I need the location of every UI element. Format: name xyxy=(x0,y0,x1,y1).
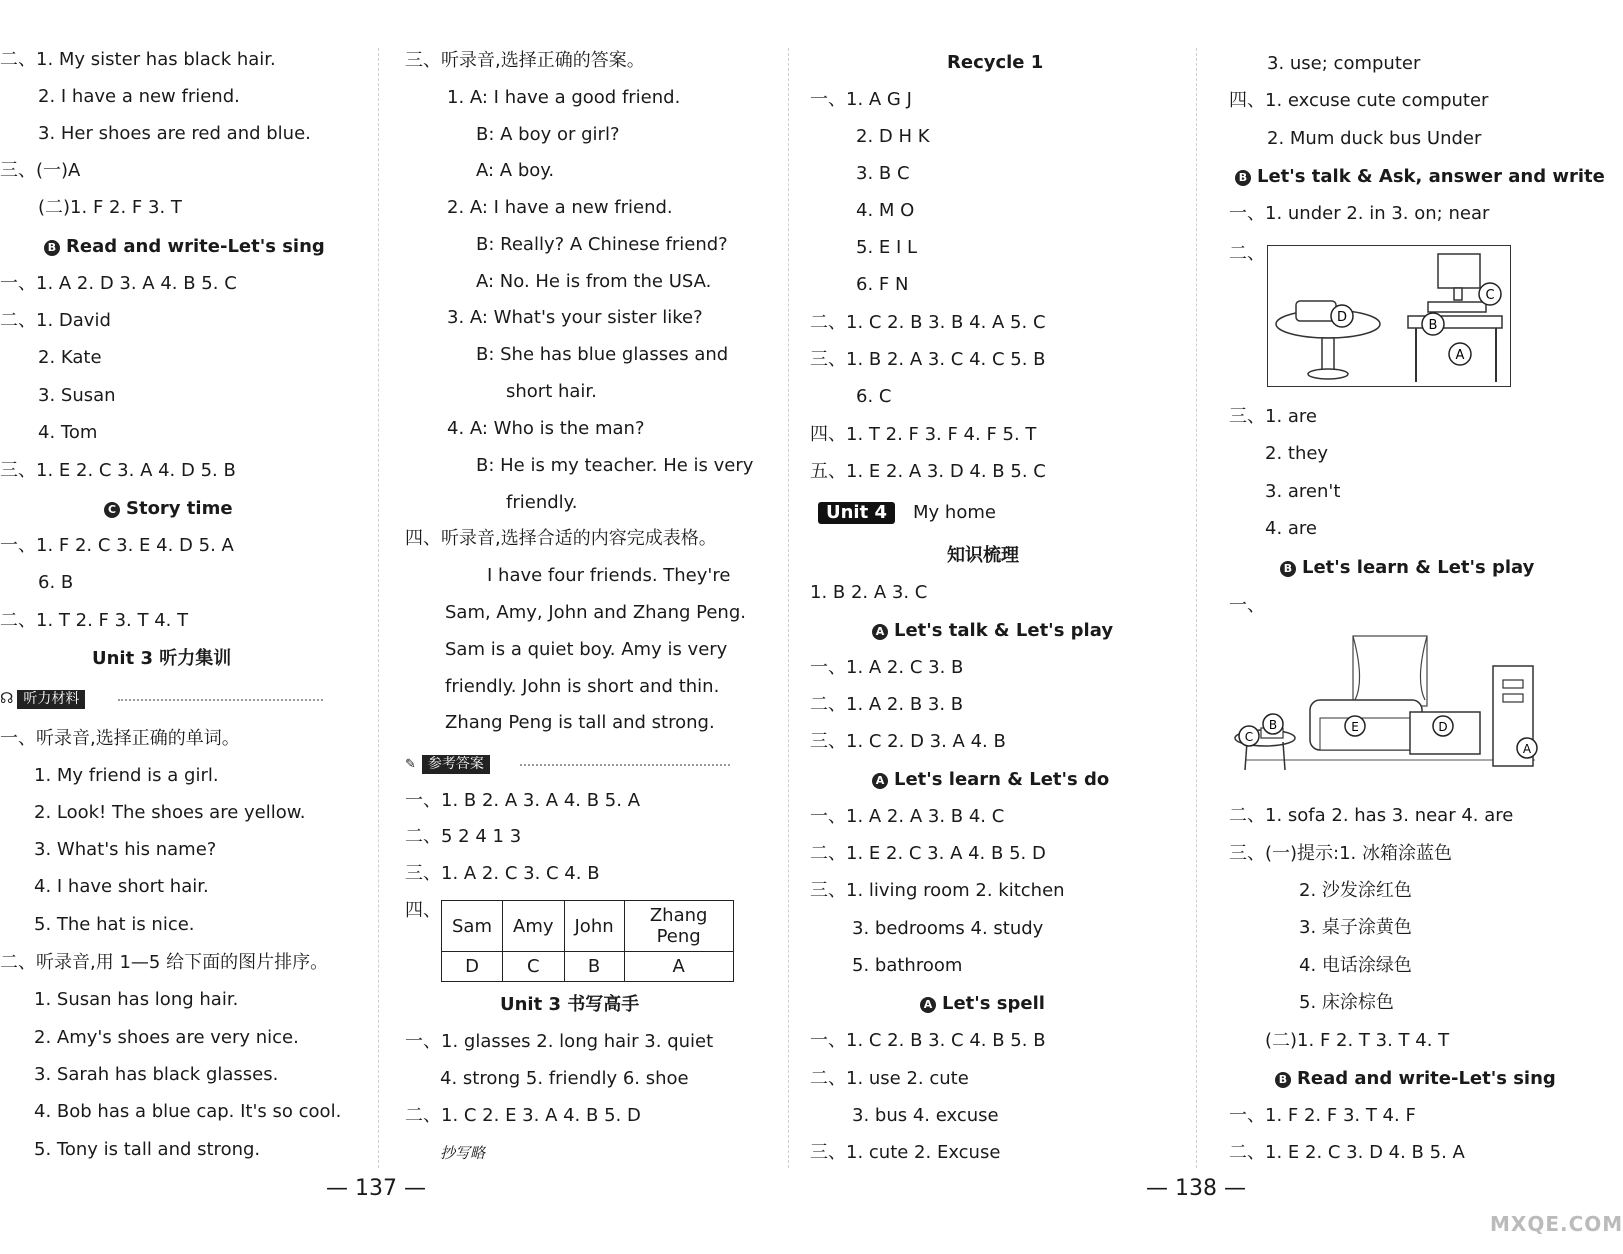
answer-line: (二)1. F 2. F 3. T xyxy=(38,197,182,218)
table-cell: D xyxy=(442,952,503,982)
passage-line: Zhang Peng is tall and strong. xyxy=(445,712,715,733)
answer-line: 3. Her shoes are red and blue. xyxy=(38,123,311,144)
answer-line: 二、1. use 2. cute xyxy=(810,1068,969,1089)
section-badge-icon: A xyxy=(920,997,936,1013)
headphones-icon: ☊ xyxy=(0,689,14,707)
answer-line: 6. C xyxy=(856,386,892,407)
table-cell: B xyxy=(564,952,624,982)
section-heading: B Let's learn & Let's play xyxy=(1280,557,1534,579)
column-3 xyxy=(810,0,1180,1200)
unit-badge: Unit 4 xyxy=(818,502,895,524)
column-divider xyxy=(378,48,379,1168)
unit-heading: Unit 3 书写高手 xyxy=(500,994,640,1015)
answer-line: 2. I have a new friend. xyxy=(38,86,240,107)
answer-line: 2. Look! The shoes are yellow. xyxy=(34,802,306,823)
answer-line: 四、1. excuse cute computer xyxy=(1229,90,1489,111)
answer-line: 一、1. A 2. A 3. B 4. C xyxy=(810,806,1005,827)
note-line: 抄写略 xyxy=(440,1144,486,1162)
answer-line: 五、1. E 2. A 3. D 4. B 5. C xyxy=(810,461,1046,482)
column-divider xyxy=(1196,48,1197,1168)
answer-line: 三、(一)提示:1. 冰箱涂蓝色 xyxy=(1229,843,1453,864)
answer-line: 5. 床涂棕色 xyxy=(1299,992,1394,1013)
answer-line: 二、1. A 2. B 3. B xyxy=(810,694,964,715)
answer-label: 一、 xyxy=(1229,595,1265,616)
dialog-line: B: She has blue glasses and xyxy=(476,344,729,365)
answer-label: 四、 xyxy=(405,900,441,921)
divider xyxy=(520,764,730,766)
pencil-icon: ✎ xyxy=(405,757,416,772)
section-badge-icon: B xyxy=(1280,561,1296,577)
page-number-left: — 137 — xyxy=(326,1176,426,1201)
label-d: D xyxy=(1438,720,1448,734)
section-badge-icon: B xyxy=(1275,1072,1291,1088)
section-badge-icon: C xyxy=(104,502,120,518)
furniture-picture-1 xyxy=(1267,245,1511,387)
label-e: E xyxy=(1351,720,1359,734)
answer-line: 三、1. cute 2. Excuse xyxy=(810,1142,1001,1163)
page-number-right: — 138 — xyxy=(1146,1176,1246,1201)
section-title: 知识梳理 xyxy=(947,545,1019,566)
answer-line: 二、1. C 2. B 3. B 4. A 5. C xyxy=(810,312,1046,333)
column-2 xyxy=(405,0,765,1200)
answer-line: 三、1. A 2. C 3. C 4. B xyxy=(405,863,600,884)
section-badge-icon: B xyxy=(44,240,60,256)
answer-line: 二、1. T 2. F 3. T 4. T xyxy=(0,610,189,631)
answer-line: 2. Mum duck bus Under xyxy=(1267,128,1482,149)
answer-line: 二、1. My sister has black hair. xyxy=(0,49,276,70)
answer-line: 二、5 2 4 1 3 xyxy=(405,826,522,847)
dialog-line: friendly. xyxy=(506,492,578,513)
passage-line: Sam is a quiet boy. Amy is very xyxy=(445,639,728,660)
answer-line: 2. 沙发涂红色 xyxy=(1299,880,1412,901)
watermark-text: MXQE.COM xyxy=(1490,1212,1623,1236)
answer-line: 4. Bob has a blue cap. It's so cool. xyxy=(34,1101,342,1122)
answer-label: 二、 xyxy=(1229,243,1265,264)
unit-header xyxy=(818,502,996,524)
answer-line: 三、(一)A xyxy=(0,160,81,181)
table-cell: A xyxy=(624,952,733,982)
label-d: D xyxy=(1336,310,1348,325)
dialog-line: 1. A: I have a good friend. xyxy=(447,87,681,108)
label-c: C xyxy=(1244,730,1254,744)
section-badge-icon: A xyxy=(872,773,888,789)
answer-line: 4. Tom xyxy=(38,422,98,443)
furniture-drawing xyxy=(1268,246,1510,386)
table-cell: C xyxy=(503,952,565,982)
answer-line: 4. are xyxy=(1265,518,1318,539)
dialog-line: A: A boy. xyxy=(476,160,555,181)
dialog-line: A: No. He is from the USA. xyxy=(476,271,712,292)
answer-table xyxy=(441,900,734,982)
answer-line: 一、1. A G J xyxy=(810,89,912,110)
table-header: Amy xyxy=(503,901,565,952)
answer-line: 3. Sarah has black glasses. xyxy=(34,1064,279,1085)
answer-line: 4. strong 5. friendly 6. shoe xyxy=(440,1068,689,1089)
dialog-line: B: Really? A Chinese friend? xyxy=(476,234,728,255)
label-a: A xyxy=(1455,348,1465,363)
dialog-line: 2. A: I have a new friend. xyxy=(447,197,673,218)
answer-line: 5. The hat is nice. xyxy=(34,914,195,935)
passage-line: Sam, Amy, John and Zhang Peng. xyxy=(445,602,746,623)
answer-line: 一、1. B 2. A 3. A 4. B 5. A xyxy=(405,790,641,811)
answer-line: 3. B C xyxy=(856,163,910,184)
computer-icon xyxy=(1438,254,1480,288)
answer-line: 一、1. F 2. C 3. E 4. D 5. A xyxy=(0,535,234,556)
answer-line: 3. bedrooms 4. study xyxy=(852,918,1044,939)
passage-line: I have four friends. They're xyxy=(487,565,731,586)
label-c: C xyxy=(1485,288,1495,303)
section-heading: B Let's talk & Ask, answer and write xyxy=(1235,166,1605,188)
section-badge-icon: A xyxy=(872,624,888,640)
unit-heading: Unit 3 听力集训 xyxy=(92,648,232,669)
material-tag xyxy=(0,687,85,709)
answer-line: 3. aren't xyxy=(1265,481,1341,502)
answer-line: 4. 电话涂绿色 xyxy=(1299,955,1412,976)
question-line: 二、听录音,用 1—5 给下面的图片排序。 xyxy=(0,952,329,973)
section-title: Recycle 1 xyxy=(947,52,1044,73)
answer-line: 一、1. F 2. F 3. T 4. F xyxy=(1229,1105,1416,1126)
answer-line: 二、1. C 2. E 3. A 4. B 5. D xyxy=(405,1105,641,1126)
answer-line: 4. I have short hair. xyxy=(34,876,209,897)
answer-line: 4. M O xyxy=(856,200,915,221)
answer-line: 1. B 2. A 3. C xyxy=(810,582,928,603)
answer-line: 一、1. under 2. in 3. on; near xyxy=(1229,203,1490,224)
answer-line: 一、1. A 2. D 3. A 4. B 5. C xyxy=(0,273,237,294)
label-a: A xyxy=(1522,742,1532,756)
question-line: 一、听录音,选择正确的单词。 xyxy=(0,728,240,749)
answer-line: 1. Susan has long hair. xyxy=(34,989,239,1010)
room-drawing xyxy=(1225,630,1545,780)
section-heading: B Read and write-Let's sing xyxy=(44,236,325,258)
passage-line: friendly. John is short and thin. xyxy=(445,676,720,697)
unit-title: My home xyxy=(913,502,996,523)
dialog-line: B: He is my teacher. He is very xyxy=(476,455,754,476)
tag-label: 听力材料 xyxy=(17,690,85,709)
answer-line: 2. they xyxy=(1265,443,1329,464)
section-badge-icon: B xyxy=(1235,170,1251,186)
label-b: B xyxy=(1268,718,1278,732)
furniture-picture-2 xyxy=(1225,630,1545,780)
table-header: John xyxy=(564,901,624,952)
answer-line: 5. bathroom xyxy=(852,955,963,976)
dialog-line: B: A boy or girl? xyxy=(476,124,620,145)
answer-line: (二)1. F 2. T 3. T 4. T xyxy=(1265,1030,1450,1051)
answer-line: 6. F N xyxy=(856,274,909,295)
answer-line: 6. B xyxy=(38,572,74,593)
answer-line: 一、1. A 2. C 3. B xyxy=(810,657,964,678)
label-b: B xyxy=(1428,318,1438,333)
answer-line: 3. 桌子涂黄色 xyxy=(1299,917,1412,938)
answer-line: 5. Tony is tall and strong. xyxy=(34,1139,261,1160)
section-heading: A Let's talk & Let's play xyxy=(872,620,1113,642)
table-header: Sam xyxy=(442,901,503,952)
section-heading: A Let's spell xyxy=(920,993,1045,1015)
question-line: 四、听录音,选择合适的内容完成表格。 xyxy=(405,528,717,549)
answer-line: 2. Kate xyxy=(38,347,102,368)
answer-line: 3. bus 4. excuse xyxy=(852,1105,999,1126)
section-heading: B Read and write-Let's sing xyxy=(1275,1068,1556,1090)
answer-line: 二、1. sofa 2. has 3. near 4. are xyxy=(1229,805,1514,826)
answer-line: 三、1. C 2. D 3. A 4. B xyxy=(810,731,1006,752)
divider xyxy=(118,699,323,701)
answer-line: 一、1. glasses 2. long hair 3. quiet xyxy=(405,1031,714,1052)
telephone-icon xyxy=(1296,301,1336,321)
answer-line: 2. D H K xyxy=(856,126,930,147)
dialog-line: short hair. xyxy=(506,381,597,402)
column-4 xyxy=(1215,0,1605,1200)
answer-line: 三、1. are xyxy=(1229,406,1318,427)
answer-line: 三、1. living room 2. kitchen xyxy=(810,880,1065,901)
answer-line: 四、1. T 2. F 3. F 4. F 5. T xyxy=(810,424,1037,445)
answer-line: 1. My friend is a girl. xyxy=(34,765,219,786)
answer-line: 3. use; computer xyxy=(1267,53,1421,74)
answer-line: 一、1. C 2. B 3. C 4. B 5. B xyxy=(810,1030,1046,1051)
answer-line: 3. What's his name? xyxy=(34,839,217,860)
question-line: 三、听录音,选择正确的答案。 xyxy=(405,50,645,71)
answer-line: 二、1. E 2. C 3. A 4. B 5. D xyxy=(810,843,1046,864)
tag-label: 参考答案 xyxy=(422,755,490,774)
section-heading: C Story time xyxy=(104,498,233,520)
column-divider xyxy=(788,48,789,1168)
answer-line: 2. Amy's shoes are very nice. xyxy=(34,1027,299,1048)
answer-line: 三、1. B 2. A 3. C 4. C 5. B xyxy=(810,349,1046,370)
answer-line: 二、1. David xyxy=(0,310,111,331)
column-1 xyxy=(0,0,370,1200)
answer-line: 三、1. E 2. C 3. A 4. D 5. B xyxy=(0,460,236,481)
answer-tag xyxy=(405,752,490,776)
section-heading: A Let's learn & Let's do xyxy=(872,769,1109,791)
dialog-line: 3. A: What's your sister like? xyxy=(447,307,703,328)
answer-line: 5. E I L xyxy=(856,237,918,258)
answer-line: 二、1. E 2. C 3. D 4. B 5. A xyxy=(1229,1142,1465,1163)
table-header: Zhang Peng xyxy=(624,901,733,952)
answer-line: 3. Susan xyxy=(38,385,116,406)
dialog-line: 4. A: Who is the man? xyxy=(447,418,645,439)
